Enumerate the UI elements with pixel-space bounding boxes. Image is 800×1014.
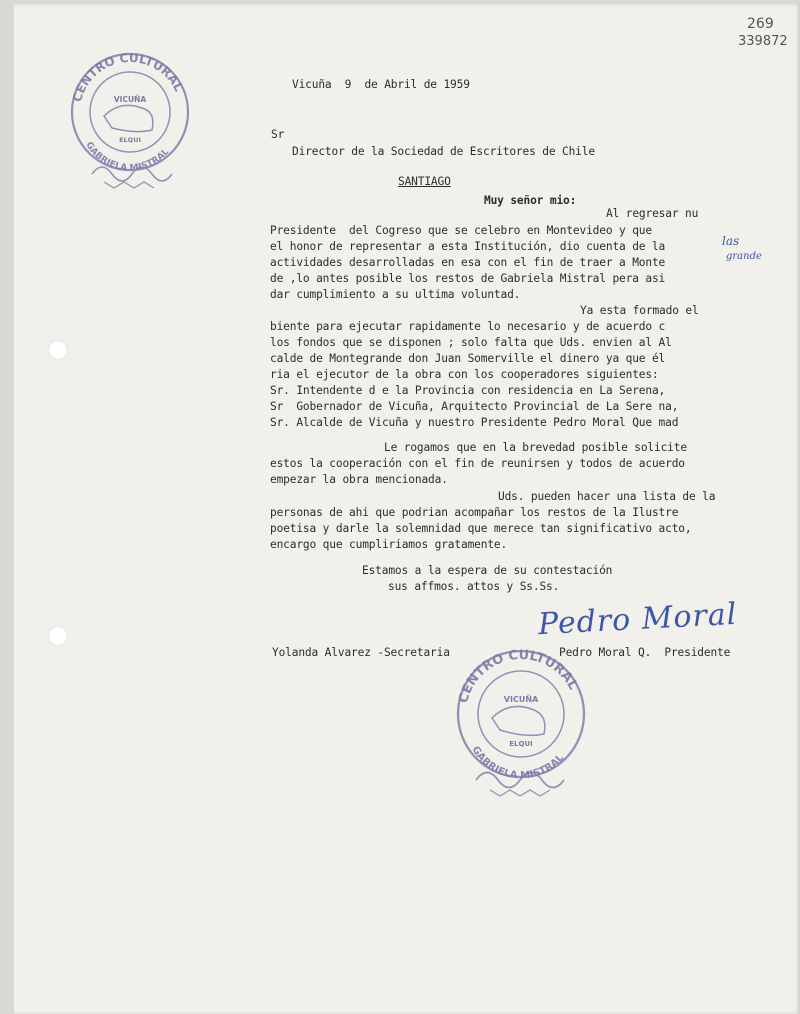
stamp-bottom-text: GABRIELA MISTRAL bbox=[83, 140, 172, 174]
p2-line-3: los fondos que se disponen ; solo falta que Uds. envien al Al bbox=[270, 336, 672, 349]
stamp-town: VICUÑA bbox=[113, 95, 147, 104]
place-date: Vicuña 9 de Abril de 1959 bbox=[292, 78, 470, 91]
p2-line-1: Ya esta formado el bbox=[580, 304, 699, 317]
p2-line-2: biente para ejecutar rapidamente lo necesario y de acuerdo c bbox=[270, 320, 666, 333]
institution-stamp-top bbox=[64, 42, 199, 197]
stamp-river: ELQUI bbox=[119, 136, 141, 144]
p2-line-6: Sr. Intendente d e la Provincia con residencia en La Serena, bbox=[270, 384, 666, 397]
signatory-president: Pedro Moral Q. Presidente bbox=[559, 646, 731, 659]
stamp-bottom-text-2: GABRIELA MISTRAL bbox=[469, 744, 567, 782]
p4-line-4: encargo que cumpliriamos gratamente. bbox=[270, 538, 508, 551]
greeting: Muy señor mio: bbox=[484, 194, 577, 207]
stamp-top-text-2: CENTRO CULTURAL bbox=[456, 647, 581, 705]
p1-line-5: de ,lo antes posible los restos de Gabriela Mistral pera asi bbox=[270, 272, 666, 285]
p1-line-1: Al regresar nu bbox=[606, 207, 699, 220]
stamp-top-text: CENTRO CULTURAL bbox=[70, 50, 186, 104]
closing-line-2: sus affmos. attos y Ss.Ss. bbox=[388, 580, 560, 593]
p3-line-1: Le rogamos que en la brevedad posible solicite bbox=[384, 441, 687, 454]
institution-stamp-bottom bbox=[446, 640, 596, 805]
p2-line-7: Sr Gobernador de Vicuña, Arquitecto Provincial de La Sere na, bbox=[270, 400, 679, 413]
archive-catalog-number: 339872 bbox=[738, 34, 788, 49]
recipient: Director de la Sociedad de Escritores de Chile bbox=[292, 145, 595, 158]
svg-text:GABRIELA MISTRAL bbox=[469, 745, 566, 782]
handwritten-insert-grande: grande bbox=[726, 251, 762, 262]
p3-line-3: empezar la obra mencionada. bbox=[270, 473, 448, 486]
handwritten-insert-las: las bbox=[722, 234, 740, 248]
archive-folio: 269 bbox=[747, 16, 774, 32]
closing-line-1: Estamos a la espera de su contestación bbox=[362, 564, 613, 577]
p1-line-3: el honor de representar a esta Institución, dio cuenta de la bbox=[270, 240, 666, 253]
p1-line-4: actividades desarrolladas en esa con el fin de traer a Monte bbox=[270, 256, 666, 269]
punch-hole-bottom bbox=[48, 626, 68, 646]
p2-line-5: ria el ejecutor de la obra con los cooperadores siguientes: bbox=[270, 368, 659, 381]
handwritten-signature: Pedro Moral bbox=[537, 596, 739, 643]
p4-line-3: poetisa y darle la solemnidad que merece tan significativo acto, bbox=[270, 522, 692, 535]
p1-line-6: dar cumplimiento a su ultima voluntad. bbox=[270, 288, 521, 301]
punch-hole-top bbox=[48, 340, 68, 360]
p1-line-2: Presidente del Cogreso que se celebro en Montevideo y que bbox=[270, 224, 652, 237]
p2-line-8: Sr. Alcalde de Vicuña y nuestro Presidente Pedro Moral Que mad bbox=[270, 416, 679, 429]
p4-line-1: Uds. pueden hacer una lista de la bbox=[498, 490, 716, 503]
salutation-prefix: Sr bbox=[271, 128, 285, 141]
p3-line-2: estos la cooperación con el fin de reunirsen y todos de acuerdo bbox=[270, 457, 685, 470]
stamp-river-2: ELQUI bbox=[509, 740, 533, 748]
stamp-town-2: VICUÑA bbox=[503, 695, 539, 704]
signatory-secretary: Yolanda Alvarez -Secretaria bbox=[272, 646, 450, 659]
letter-page bbox=[14, 4, 800, 1014]
p2-line-4: calde de Montegrande don Juan Somerville el dinero ya que él bbox=[270, 352, 666, 365]
p4-line-2: personas de ahi que podrian acompañar los restos de la Ilustre bbox=[270, 506, 679, 519]
recipient-city: SANTIAGO bbox=[398, 175, 451, 188]
